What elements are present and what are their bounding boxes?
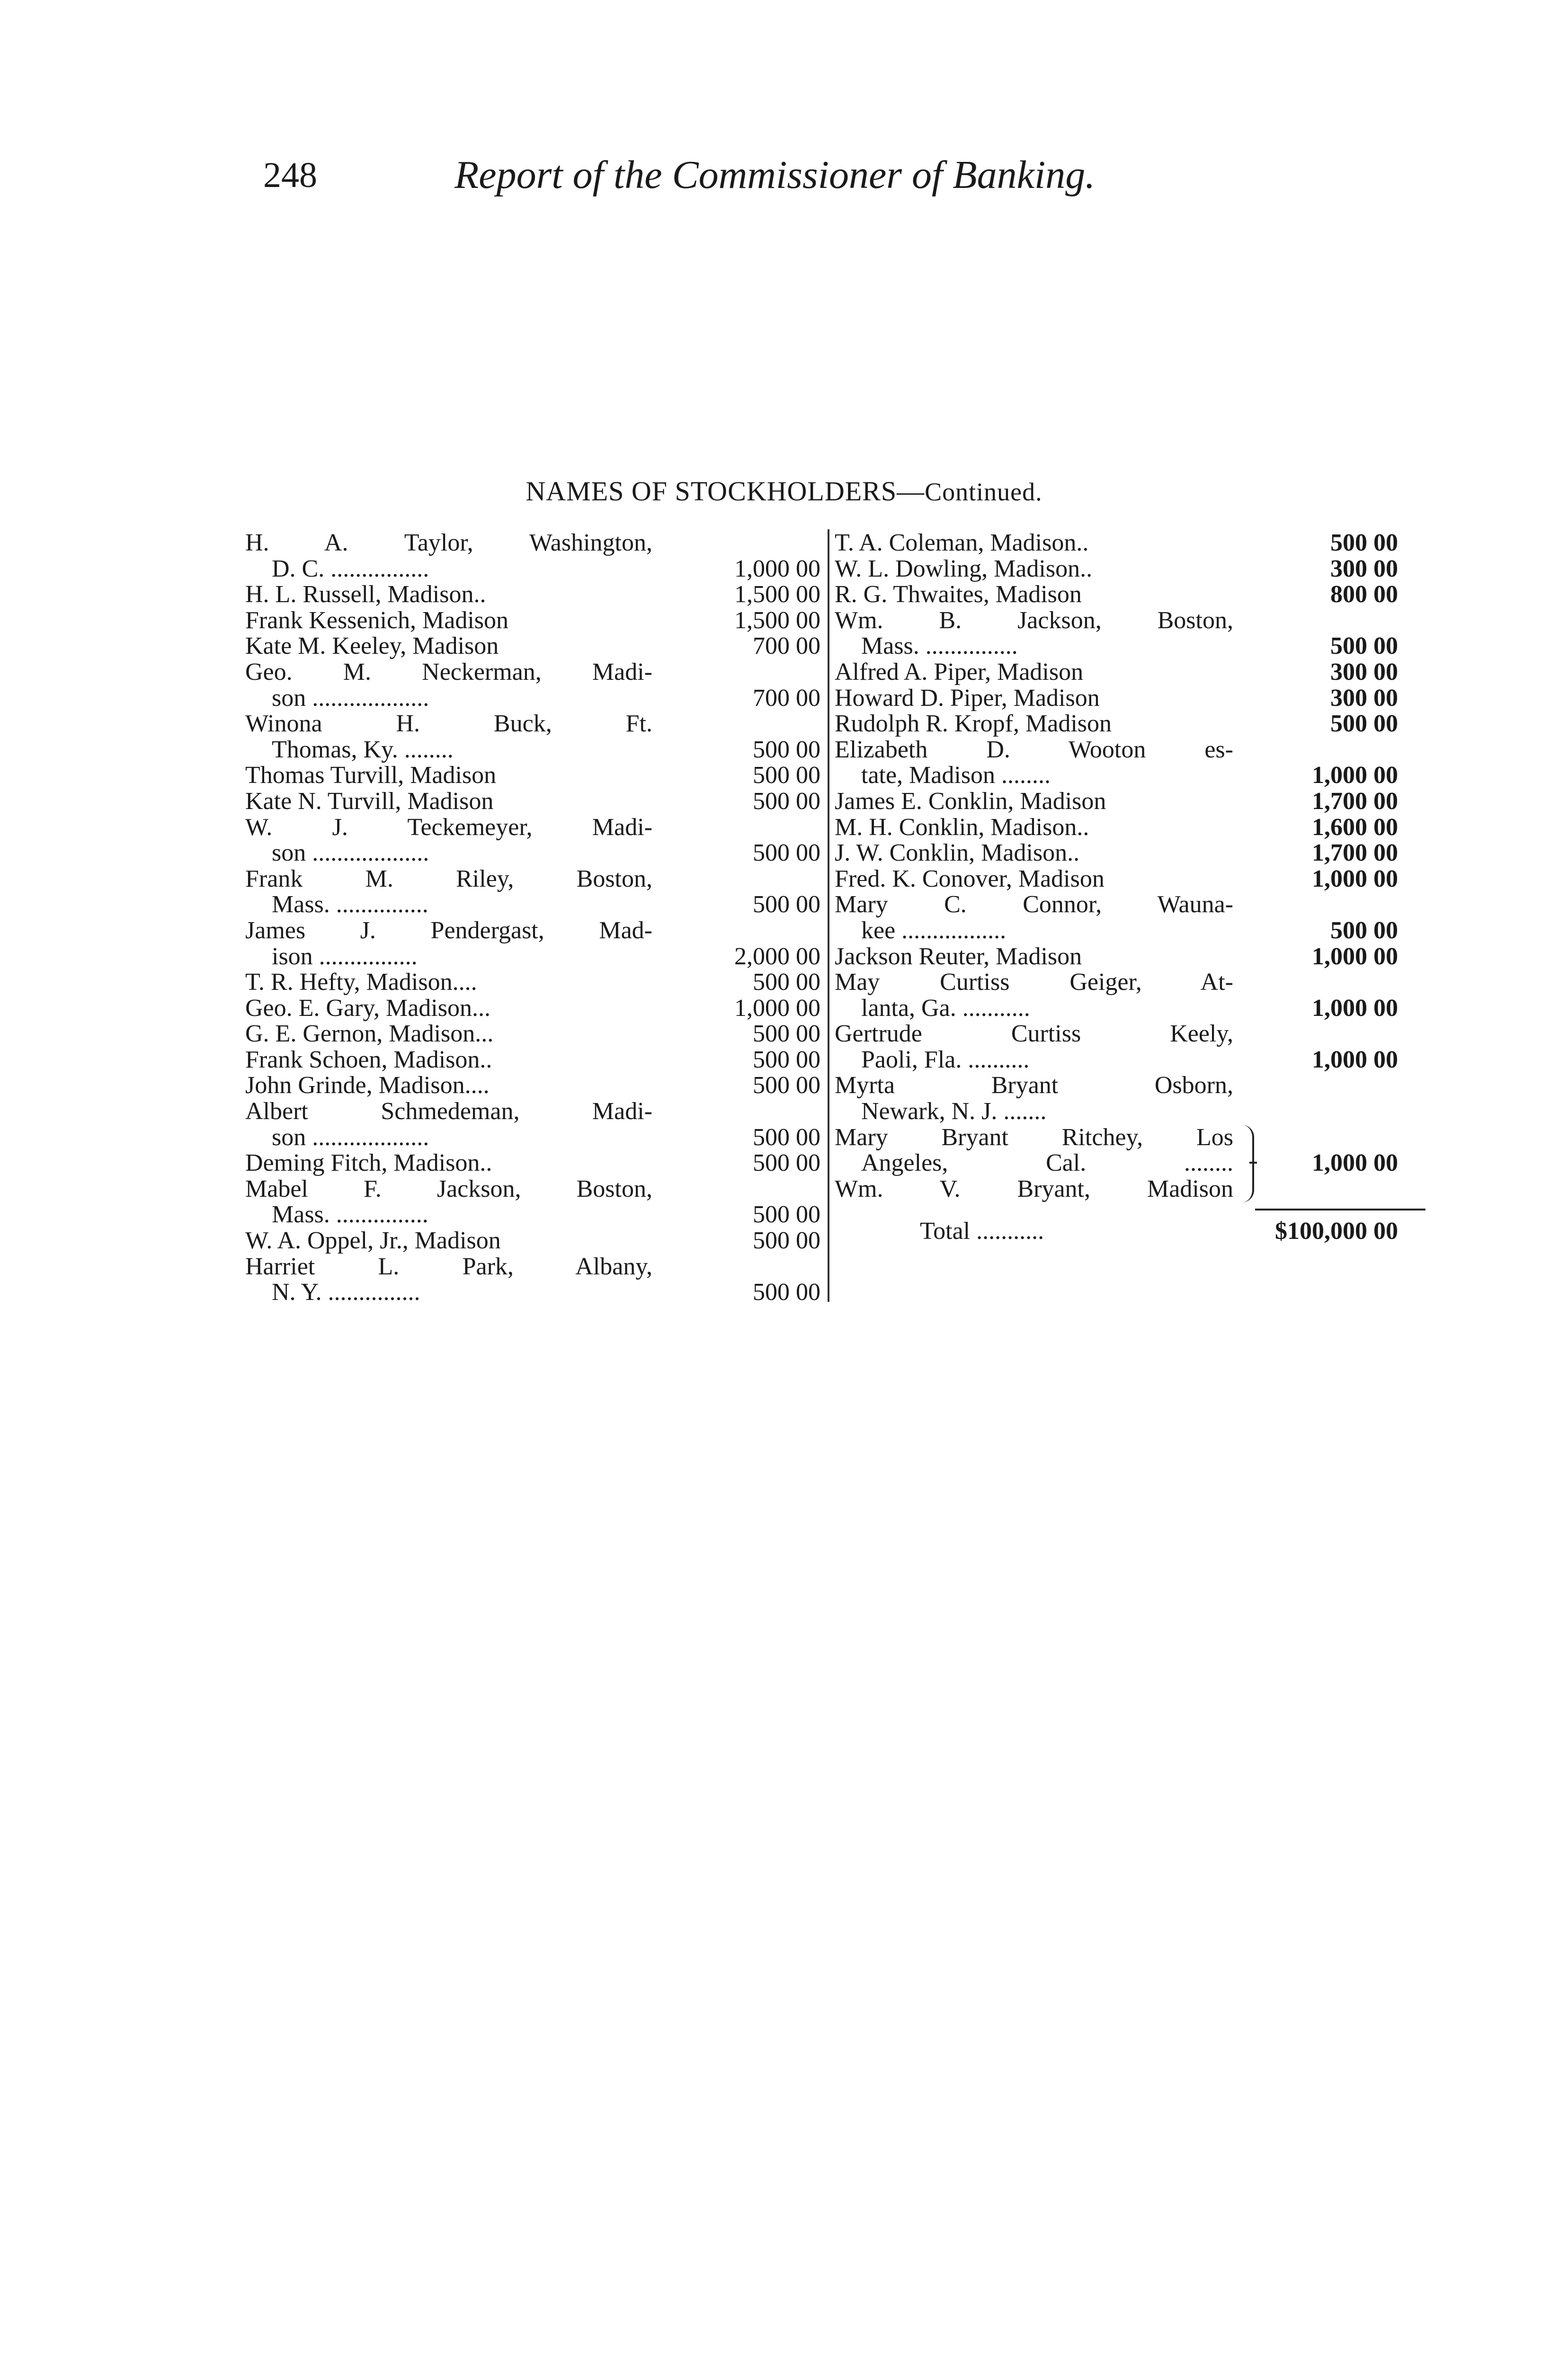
stockholder-name-continued: son ................... <box>272 839 429 867</box>
stockholder-entry <box>245 1176 825 1228</box>
stockholder-name: R. G. Thwaites, Madison <box>835 581 1082 608</box>
stockholder-name: T. R. Hefty, Madison.... <box>245 969 477 996</box>
entry-line: Angeles, Cal. ........ <box>861 1149 1233 1177</box>
stockholder-name: Thomas Turvill, Madison <box>245 762 497 789</box>
stockholder-entry <box>245 996 825 1022</box>
share-amount: 1,000 00 <box>1312 943 1398 970</box>
stockholder-name: H. A. Taylor, Washington, <box>245 529 652 556</box>
stockholder-name: Mabel F. Jackson, Boston, <box>245 1175 652 1202</box>
stockholder-name: Harriet L. Park, Albany, <box>245 1253 652 1280</box>
stockholder-entry <box>245 866 825 918</box>
share-amount: 1,500 00 <box>734 606 820 634</box>
stockholder-entry <box>835 685 1426 712</box>
stockholder-entry <box>835 840 1426 866</box>
share-amount: 500 00 <box>753 891 820 918</box>
stockholder-entry <box>245 918 825 970</box>
stockholder-entry <box>835 556 1426 582</box>
stockholder-entry <box>245 1021 825 1047</box>
stockholder-name: T. A. Coleman, Madison.. <box>835 529 1089 556</box>
stockholder-entry <box>245 970 825 996</box>
share-amount: 500 00 <box>753 1201 820 1228</box>
stockholder-name: Deming Fitch, Madison.. <box>245 1149 492 1177</box>
page-header <box>0 142 1568 208</box>
share-amount: 500 00 <box>1330 710 1398 738</box>
section-title-main: NAMES OF STOCKHOLDERS <box>526 476 897 507</box>
brace-tip <box>1249 1162 1257 1164</box>
stockholder-entry <box>835 711 1426 737</box>
share-amount: 1,000 00 <box>734 555 820 582</box>
stockholder-name: Frank Schoen, Madison.. <box>245 1046 492 1073</box>
stockholder-entry <box>835 815 1426 841</box>
stockholder-name: H. L. Russell, Madison.. <box>245 581 486 608</box>
share-amount: 1,700 00 <box>1312 787 1398 815</box>
section-title <box>0 475 1568 507</box>
stockholder-entry <box>245 608 825 634</box>
stockholder-name: Elizabeth D. Wooton es- <box>835 736 1233 763</box>
share-amount: 1,600 00 <box>1312 813 1398 841</box>
stockholder-name-continued: tate, Madison ........ <box>861 762 1051 789</box>
share-amount: 2,000 00 <box>734 943 820 970</box>
share-amount: 300 00 <box>1330 555 1398 582</box>
share-amount: 1,000 00 <box>1312 865 1398 892</box>
stockholder-entry <box>245 711 825 763</box>
stockholder-name: Gertrude Curtiss Keely, <box>835 1020 1233 1048</box>
stockholder-name-continued: Newark, N. J. ....... <box>861 1098 1047 1125</box>
left-column <box>245 530 825 1306</box>
stockholder-name-continued: D. C. ................ <box>272 555 429 582</box>
share-amount: 500 00 <box>753 787 820 815</box>
section-title-continued: Continued. <box>925 478 1042 506</box>
joint-entry <box>835 1125 1426 1202</box>
share-amount: 500 00 <box>753 1227 820 1255</box>
share-amount: 500 00 <box>753 1020 820 1048</box>
share-amount: 500 00 <box>1330 529 1398 556</box>
stockholder-entry <box>245 659 825 711</box>
stockholder-name: May Curtiss Geiger, At- <box>835 969 1233 996</box>
stockholder-name: Alfred A. Piper, Madison <box>835 658 1084 685</box>
stockholder-entry <box>245 1228 825 1254</box>
stockholder-name: Winona H. Buck, Ft. <box>245 710 652 738</box>
stockholder-entry <box>835 1021 1426 1073</box>
stockholder-name-continued: N. Y. ............... <box>272 1279 420 1306</box>
stockholder-entry <box>245 1073 825 1099</box>
stockholder-name: W. A. Oppel, Jr., Madison <box>245 1227 501 1255</box>
share-amount: 500 00 <box>753 1279 820 1306</box>
running-title: Report of the Commissioner of Banking. <box>454 153 1096 197</box>
entry-amount: 1,000 00 <box>1312 1149 1398 1177</box>
stockholder-entry <box>835 530 1426 556</box>
right-entries <box>835 530 1426 1125</box>
share-amount: 1,000 00 <box>734 994 820 1022</box>
total-label: Total ........... <box>920 1218 1044 1245</box>
share-amount: 500 00 <box>1330 917 1398 944</box>
entry-line: Wm. V. Bryant, Madison <box>835 1175 1233 1202</box>
stockholder-name: W. J. Teckemeyer, Madi- <box>245 813 652 841</box>
stockholder-entry <box>245 789 825 815</box>
stockholder-entry <box>245 530 825 582</box>
stockholder-entry <box>835 892 1426 943</box>
stockholder-name-continued: Mass. ............... <box>272 891 428 918</box>
share-amount: 800 00 <box>1330 581 1398 608</box>
share-amount: 500 00 <box>1330 632 1398 660</box>
stockholder-name: John Grinde, Madison.... <box>245 1072 490 1099</box>
stockholder-name-continued: ison ................ <box>272 943 418 970</box>
stockholder-entry <box>835 582 1426 608</box>
stockholder-name: W. L. Dowling, Madison.. <box>835 555 1093 582</box>
stockholder-name-continued: Thomas, Ky. ........ <box>272 736 454 763</box>
share-amount: 1,500 00 <box>734 581 820 608</box>
entry-line: Mary Bryant Ritchey, Los <box>835 1123 1233 1151</box>
stockholder-entry <box>245 1150 825 1176</box>
stockholder-name: Wm. B. Jackson, Boston, <box>835 606 1233 634</box>
stockholder-name: Kate N. Turvill, Madison <box>245 787 494 815</box>
share-amount: 500 00 <box>753 762 820 789</box>
stockholder-name: Albert Schmedeman, Madi- <box>245 1098 652 1125</box>
stockholder-name: M. H. Conklin, Madison.. <box>835 813 1089 841</box>
share-amount: 300 00 <box>1330 684 1398 712</box>
stockholder-name: J. W. Conklin, Madison.. <box>835 839 1080 867</box>
stockholder-name: Frank M. Riley, Boston, <box>245 865 652 892</box>
stockholder-entry <box>245 633 825 659</box>
stockholder-name-continued: lanta, Ga. ........... <box>861 994 1030 1022</box>
stockholder-entry <box>245 815 825 866</box>
share-amount: 500 00 <box>753 1046 820 1073</box>
stockholder-name: Mary C. Connor, Wauna- <box>835 891 1233 918</box>
stockholder-entry <box>245 1254 825 1306</box>
total-rule <box>1255 1209 1425 1210</box>
share-amount: 500 00 <box>753 1149 820 1177</box>
section-title-dash: — <box>897 476 925 507</box>
total-row <box>835 1216 1426 1246</box>
stockholder-name-continued: kee ................. <box>861 917 1007 944</box>
share-amount: 300 00 <box>1330 658 1398 685</box>
stockholder-name: Geo. M. Neckerman, Madi- <box>245 658 652 685</box>
share-amount: 1,000 00 <box>1312 994 1398 1022</box>
stockholder-name: Frank Kessenich, Madison <box>245 606 509 634</box>
brace <box>1233 1125 1254 1202</box>
stockholder-name-continued: son ................... <box>272 684 429 712</box>
stockholder-entry <box>835 789 1426 815</box>
stockholder-name-continued: Mass. ............... <box>272 1201 428 1228</box>
page-number: 248 <box>263 155 317 195</box>
share-amount: 1,000 00 <box>1312 1046 1398 1073</box>
stockholder-entry <box>835 1073 1426 1124</box>
share-amount: 700 00 <box>753 632 820 660</box>
share-amount: 1,000 00 <box>1312 762 1398 789</box>
stockholder-entry <box>835 944 1426 970</box>
stockholder-name: Myrta Bryant Osborn, <box>835 1072 1233 1099</box>
stockholder-entry <box>245 582 825 608</box>
stockholder-name: James J. Pendergast, Mad- <box>245 917 652 944</box>
total-amount: $100,000 00 <box>1275 1218 1398 1245</box>
stockholder-entry <box>835 866 1426 892</box>
stockholder-name: James E. Conklin, Madison <box>835 787 1106 815</box>
right-column <box>835 530 1426 1246</box>
stockholder-name-continued: Paoli, Fla. .......... <box>861 1046 1030 1073</box>
stockholder-entry <box>835 737 1426 789</box>
stockholder-entry <box>835 970 1426 1021</box>
stockholder-entry <box>835 659 1426 685</box>
stockholder-entry <box>245 1099 825 1150</box>
stockholder-name: G. E. Gernon, Madison... <box>245 1020 494 1048</box>
stockholder-name: Kate M. Keeley, Madison <box>245 632 499 660</box>
stockholder-name: Howard D. Piper, Madison <box>835 684 1100 712</box>
stockholder-name: Fred. K. Conover, Madison <box>835 865 1105 892</box>
column-divider <box>828 529 829 1302</box>
stockholder-name: Geo. E. Gary, Madison... <box>245 994 490 1022</box>
share-amount: 500 00 <box>753 1072 820 1099</box>
stockholder-name-continued: son ................... <box>272 1123 429 1151</box>
stockholder-entry <box>835 608 1426 659</box>
share-amount: 700 00 <box>753 684 820 712</box>
share-amount: 1,700 00 <box>1312 839 1398 867</box>
stockholder-name-continued: Mass. ............... <box>861 632 1018 660</box>
stockholder-name: Rudolph R. Kropf, Madison <box>835 710 1112 738</box>
share-amount: 500 00 <box>753 839 820 867</box>
stockholder-entry <box>245 763 825 789</box>
stockholder-name: Jackson Reuter, Madison <box>835 943 1082 970</box>
share-amount: 500 00 <box>753 736 820 763</box>
share-amount: 500 00 <box>753 1123 820 1151</box>
share-amount: 500 00 <box>753 969 820 996</box>
stockholder-entry <box>245 1047 825 1073</box>
